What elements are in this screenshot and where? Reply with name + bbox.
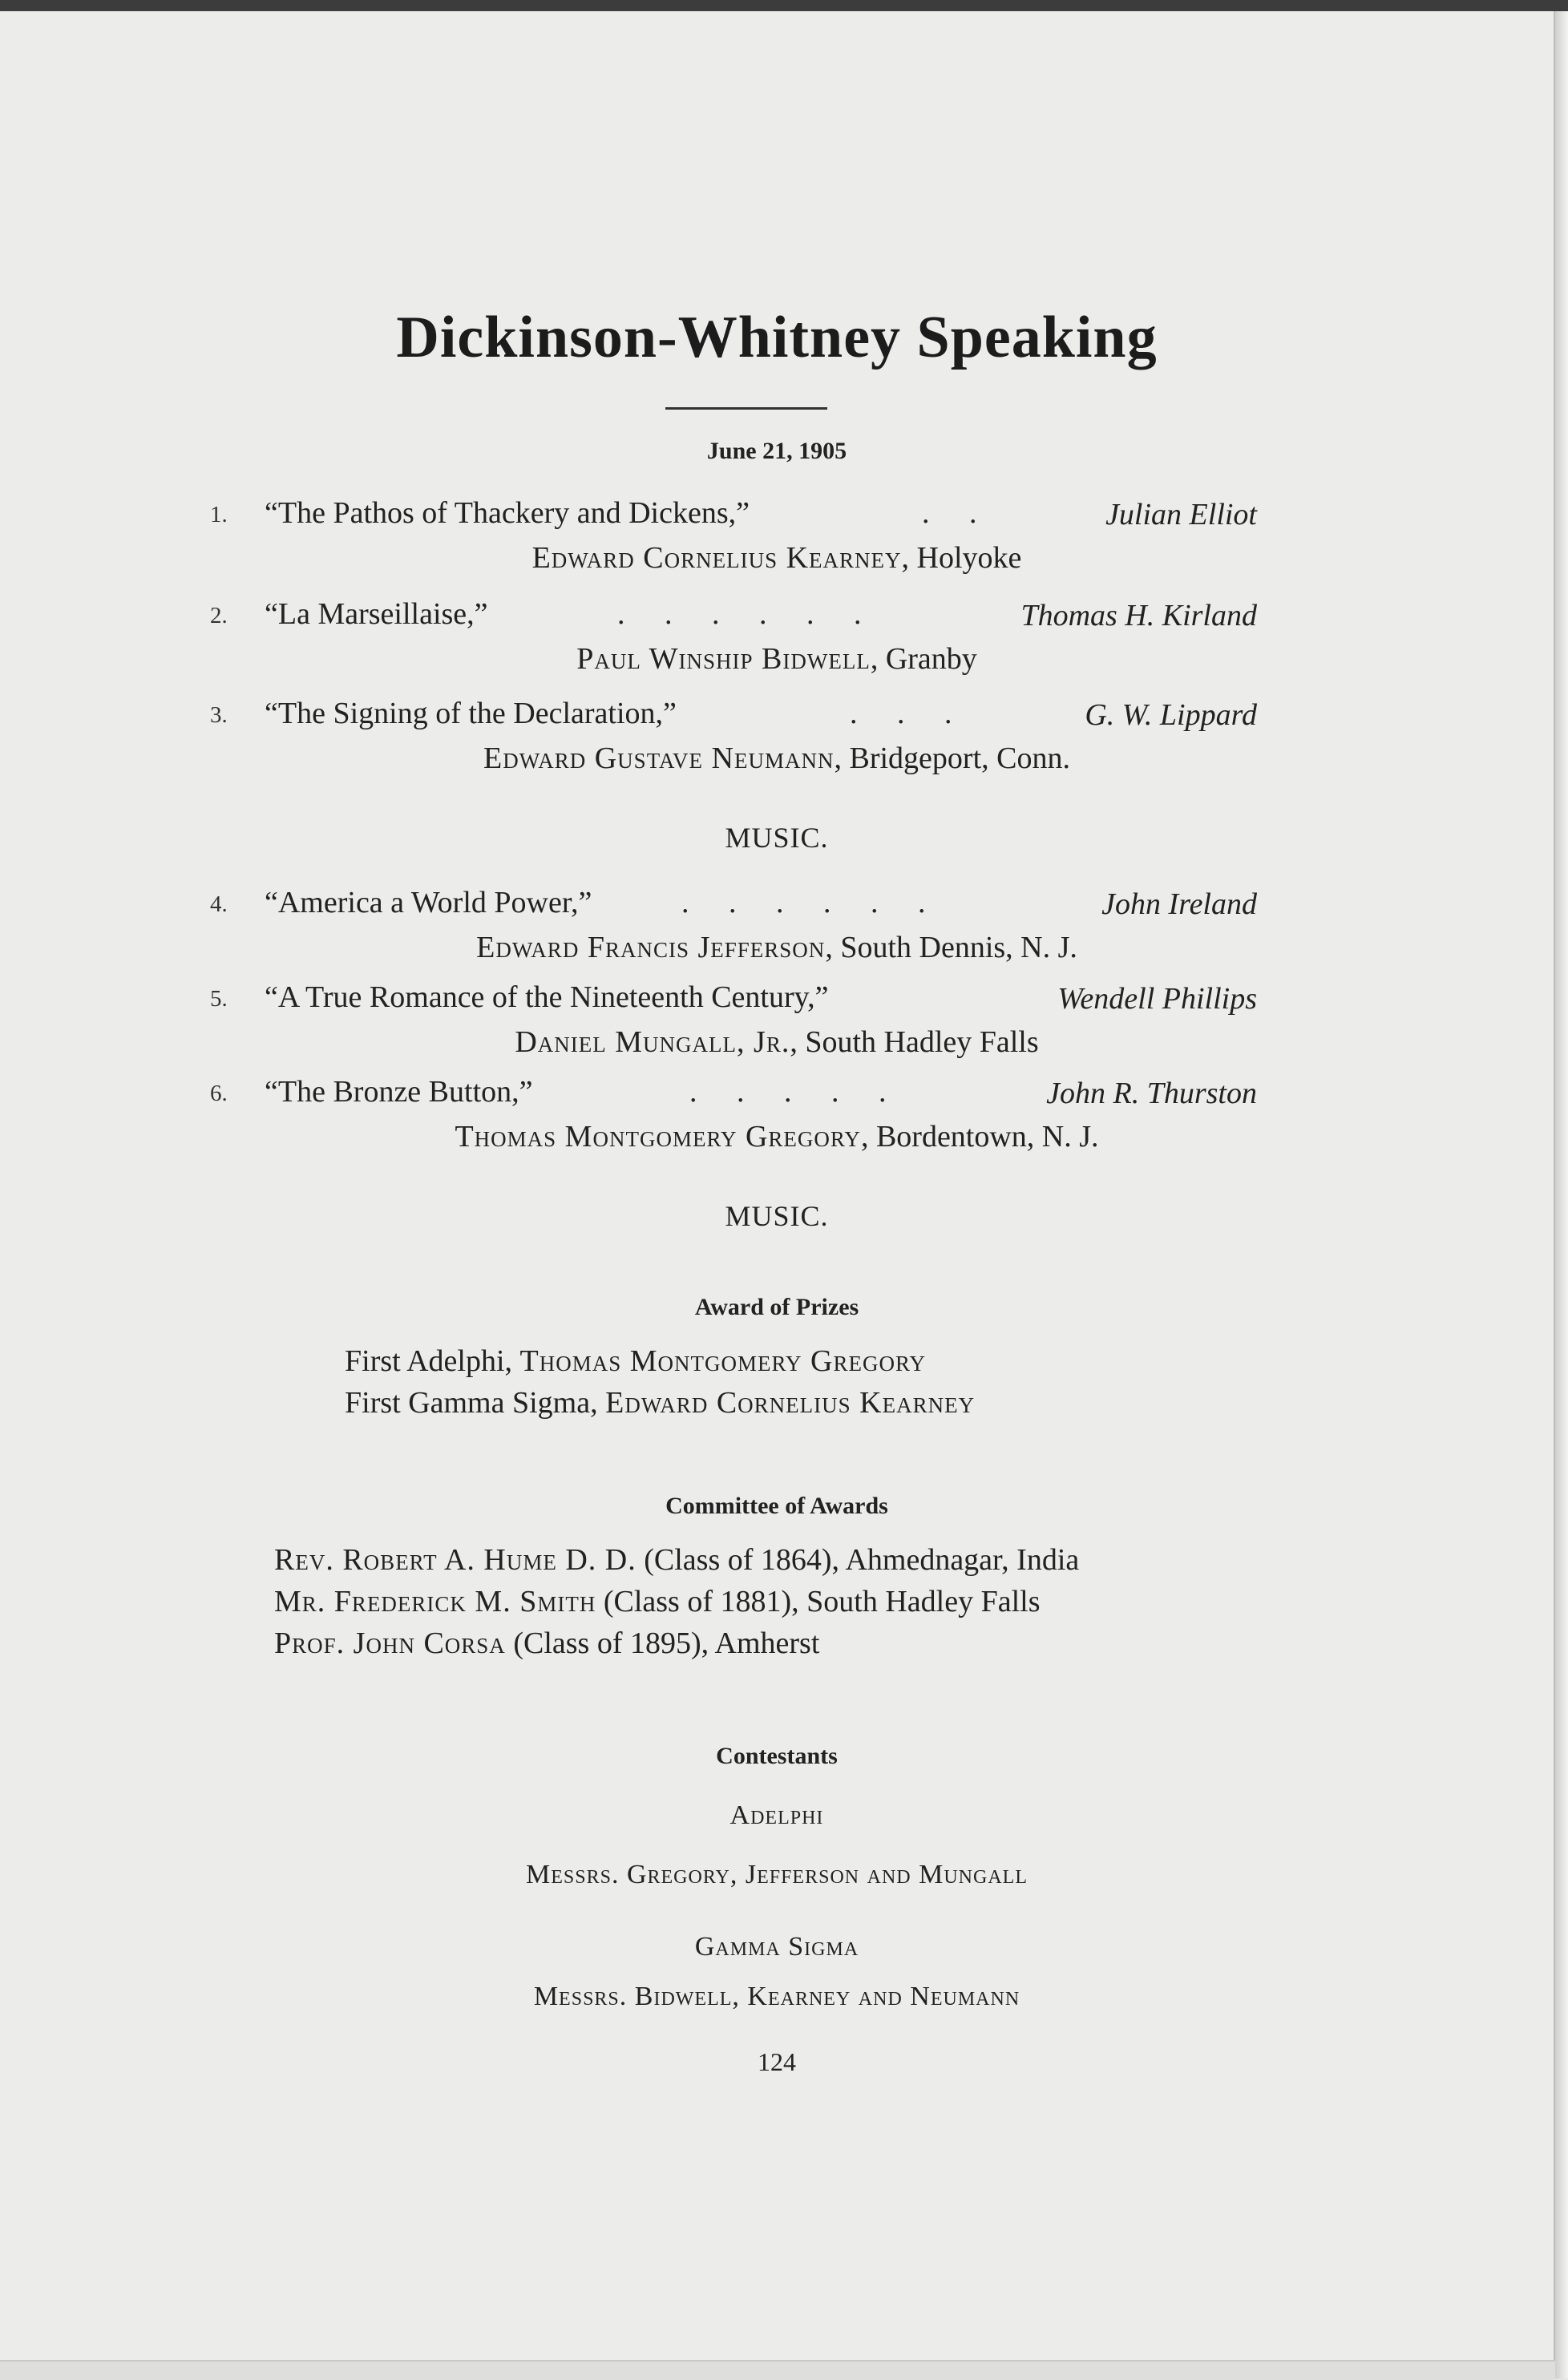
program-item bbox=[0, 496, 1554, 590]
speech-author: John Ireland bbox=[1101, 887, 1257, 921]
speaker-place: , Bordentown, N. J. bbox=[860, 1120, 1099, 1154]
speech-title: “A True Romance of the Nineteenth Century,” bbox=[265, 980, 829, 1014]
page-number: 124 bbox=[758, 2047, 796, 2076]
leader-dots: . . . bbox=[850, 697, 968, 730]
speaker-name: Edward Gustave Neumann bbox=[483, 741, 835, 775]
speaker bbox=[0, 1024, 1554, 1060]
speaker-name: Edward Cornelius Kearney bbox=[531, 541, 902, 575]
page-sheet bbox=[0, 11, 1556, 2360]
speaker-place: , Bridgeport, Conn. bbox=[834, 741, 1070, 775]
program-item bbox=[0, 886, 1554, 980]
music-interlude: MUSIC. bbox=[725, 1200, 829, 1232]
page-edge bbox=[1555, 11, 1568, 2378]
speaker-place: , Holyoke bbox=[901, 541, 1022, 575]
award-prize: First Adelphi, bbox=[345, 1344, 520, 1378]
page-content bbox=[0, 11, 1554, 2360]
bottom-edge bbox=[0, 2360, 1555, 2380]
program-item bbox=[0, 697, 1554, 790]
award-prize: First Gamma Sigma, bbox=[345, 1386, 606, 1420]
member-details: (Class of 1881), South Hadley Falls bbox=[596, 1585, 1041, 1618]
member-details: (Class of 1895), Amherst bbox=[505, 1626, 820, 1660]
program-item bbox=[0, 597, 1554, 691]
speaker bbox=[0, 741, 1554, 776]
speech-title: “America a World Power,” bbox=[265, 886, 592, 919]
society-name: Gamma Sigma bbox=[694, 1932, 859, 1962]
title-rule bbox=[665, 407, 827, 410]
committee-heading: Committee of Awards bbox=[665, 1493, 888, 1519]
event-date: June 21, 1905 bbox=[706, 438, 847, 464]
award-winner: Thomas Montgomery Gregory bbox=[519, 1344, 927, 1378]
society-members: Messrs. Gregory, Jefferson and Mungall bbox=[526, 1860, 1028, 1889]
speaker-place: , Granby bbox=[870, 642, 977, 676]
member-name: Mr. Frederick M. Smith bbox=[274, 1585, 596, 1618]
speaker-name: Edward Francis Jefferson bbox=[476, 931, 826, 964]
page-title: Dickinson-Whitney Speaking bbox=[396, 305, 1158, 370]
society-members: Messrs. Bidwell, Kearney and Neumann bbox=[533, 1982, 1020, 2011]
leader-dots: . . . . . . bbox=[617, 597, 878, 631]
speaker bbox=[0, 641, 1554, 677]
speech-title: “The Signing of the Declaration,” bbox=[265, 697, 677, 730]
leader-dots: . . . . . . bbox=[681, 886, 942, 919]
speaker-name: Daniel Mungall, Jr. bbox=[515, 1025, 790, 1059]
member-details: (Class of 1864), Ahmednagar, India bbox=[636, 1543, 1080, 1577]
award-winner: Edward Cornelius Kearney bbox=[605, 1386, 976, 1420]
award-heading: Award of Prizes bbox=[694, 1294, 859, 1320]
contestants-heading: Contestants bbox=[716, 1743, 838, 1769]
item-number: 2. bbox=[210, 603, 228, 628]
speaker-place: , South Hadley Falls bbox=[790, 1025, 1039, 1059]
committee-member bbox=[274, 1584, 1040, 1619]
speech-author: G. W. Lippard bbox=[1085, 698, 1257, 732]
leader-dots: . . . . . bbox=[689, 1075, 903, 1109]
item-number: 6. bbox=[210, 1081, 228, 1106]
item-number: 3. bbox=[210, 702, 228, 728]
speech-author: John R. Thurston bbox=[1046, 1077, 1257, 1110]
leader-dots: . . bbox=[922, 496, 993, 530]
speech-title: “The Bronze Button,” bbox=[265, 1075, 533, 1109]
speaker-place: , South Dennis, N. J. bbox=[825, 931, 1077, 964]
committee-member bbox=[274, 1542, 1079, 1578]
item-number: 4. bbox=[210, 891, 228, 917]
speaker-name: Thomas Montgomery Gregory bbox=[455, 1120, 861, 1154]
award-line bbox=[345, 1344, 926, 1379]
speaker bbox=[0, 1119, 1554, 1154]
speaker bbox=[0, 930, 1554, 965]
speech-title: “The Pathos of Thackery and Dickens,” bbox=[265, 496, 750, 530]
music-interlude: MUSIC. bbox=[725, 822, 829, 854]
society-name: Adelphi bbox=[729, 1800, 824, 1830]
program-item bbox=[0, 1075, 1554, 1169]
member-name: Rev. Robert A. Hume D. D. bbox=[274, 1543, 636, 1577]
item-number: 5. bbox=[210, 986, 228, 1012]
member-name: Prof. John Corsa bbox=[274, 1626, 506, 1660]
speech-author: Julian Elliot bbox=[1105, 498, 1257, 531]
speaker-name: Paul Winship Bidwell bbox=[576, 642, 871, 676]
speech-author: Wendell Phillips bbox=[1057, 982, 1257, 1016]
speaker bbox=[0, 540, 1554, 576]
speech-title: “La Marseillaise,” bbox=[265, 597, 488, 631]
program-item bbox=[0, 980, 1554, 1074]
committee-member bbox=[274, 1626, 819, 1661]
speech-author: Thomas H. Kirland bbox=[1020, 599, 1257, 632]
item-number: 1. bbox=[210, 502, 228, 527]
award-line bbox=[345, 1385, 975, 1420]
